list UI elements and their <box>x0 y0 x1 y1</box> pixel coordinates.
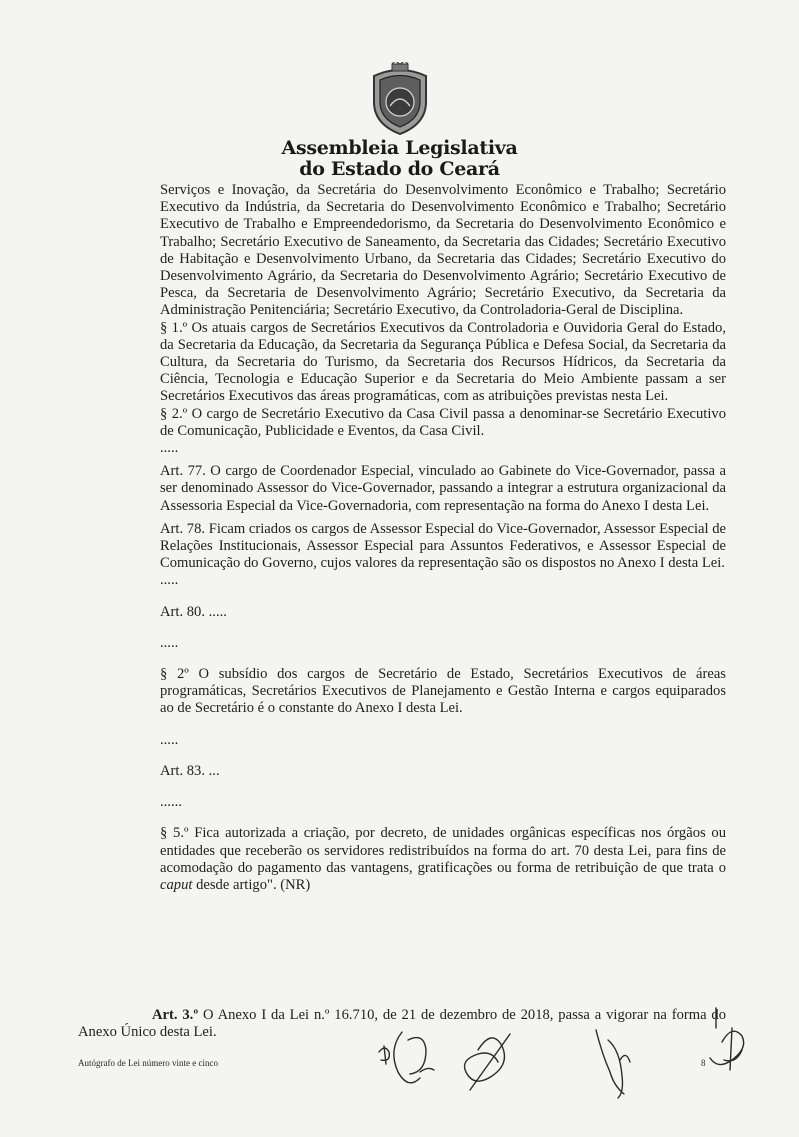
ellipsis-marker: ...... <box>160 794 182 811</box>
paragraph-art-78: Art. 78. Ficam criados os cargos de Assessor Especial do Vice-Governador, Assessor Especial de Relações Institucionais, Assessor Especial para Assuntos Federativos, e Assessor Especial de Comunicação do Governo, cujos valores da representação são os dispostos no Anexo I desta Lei. <box>160 520 726 572</box>
art-3-label: Art. 3.º <box>152 1006 199 1023</box>
paragraph-art-83-section-5 <box>160 825 726 894</box>
section-5-text: § 5.º Fica autorizada a criação, por decreto, de unidades orgânicas específicas nos órgãos ou entidades que receberão os servidores redistribuídos na forma do art. 70 desta Lei, para fins de acomodação do pagamento das vantagens, gratificações ou forma de retribuição de que trata o <box>160 825 726 876</box>
state-coat-of-arms-icon <box>368 62 432 136</box>
ellipsis-marker: ..... <box>160 731 179 748</box>
paragraph-secretaries-list: Serviços e Inovação, da Secretária do Desenvolvimento Econômico e Trabalho; Secretário Executivo da Indústria, da Secretaria do Desenvolvimento Econômico e Trabalho; Secretário Executivo de Trabalho e Empreendedorismo, da Secretaria do Desenvolvimento Econômico e Trabalho; Secretário Executivo de Saneamento, da Secretaria das Cidades; Secretário Executivo de Habitação e Desenvolvimento Urbano, da Secretaria das Cidades; Secretário Executivo do Desenvolvimento Agrário, da Secretaria do Desenvolvimento Agrário; Secretário Executivo de Pesca, da Secretaria de Desenvolvimento Agrário; Secretário Executivo, da Secretaria da Administração Penitenciária; Secretário Executivo, da Controladoria-Geral de Disciplina. <box>160 182 726 319</box>
paragraph-art-80-section-2: § 2º O subsídio dos cargos de Secretário de Estado, Secretários Executivos de áreas programáticas, Secretários Executivos de Planejamento e Gestão Interna e cargos equiparados ao de Secretário é o constante do Anexo I desta Lei. <box>160 666 726 717</box>
signature-2 <box>465 1034 511 1090</box>
caput-term: caput <box>160 876 193 893</box>
paragraph-art-83: Art. 83. ... <box>160 762 220 779</box>
rubric-mark-1 <box>379 1046 389 1064</box>
section-5-closing: desde artigo". (NR) <box>192 876 311 893</box>
assembly-name-line1: Assembleia Legislativa <box>281 137 518 159</box>
paragraph-section-2: § 2.º O cargo de Secretário Executivo da Casa Civil passa a denominar-se Secretário Executivo de Comunicação, Publicidade e Eventos, da Casa Civil. <box>160 405 726 439</box>
document-body <box>160 182 726 894</box>
paragraph-section-1: § 1.º Os atuais cargos de Secretários Executivos da Controladoria e Ouvidoria Geral do Estado, da Secretaria da Educação, da Secretaria da Segurança Pública e Defesa Social, da Secretaria da Cultura, da Secretaria do Turismo, da Secretaria dos Recursos Hídricos, da Secretaria da Ciência, Tecnologia e Educação Superior e da Secretaria do Meio Ambiente passam a ser Secretários Executivos das áreas programáticas, com as atribuições previstas nesta Lei. <box>160 319 726 405</box>
assembly-name-line2: do Estado do Ceará <box>299 158 500 180</box>
footer-autograph-note: Autógrafo de Lei número vinte e cinco <box>78 1058 218 1068</box>
paragraph-art-3 <box>78 1007 726 1042</box>
paragraph-art-80: Art. 80. ..... <box>160 603 227 620</box>
ellipsis-marker: ..... <box>160 634 179 651</box>
art-3-text: O Anexo I da Lei n.º 16.710, de 21 de dezembro de 2018, passa a vigorar na forma do Anexo Único desta Lei. <box>78 1006 726 1040</box>
ellipsis-marker: ..... <box>160 572 179 589</box>
page-number: 8 <box>701 1058 706 1068</box>
paragraph-art-77: Art. 77. O cargo de Coordenador Especial, vinculado ao Gabinete do Vice-Governador, passa a ser denominado Assessor do Vice-Governador, passando a integrar a estrutura organizacional da Assessoria Especial da Vice-Governadoria, com representação na forma do Anexo I desta Lei. <box>160 463 726 514</box>
ellipsis-marker: ..... <box>160 440 179 457</box>
